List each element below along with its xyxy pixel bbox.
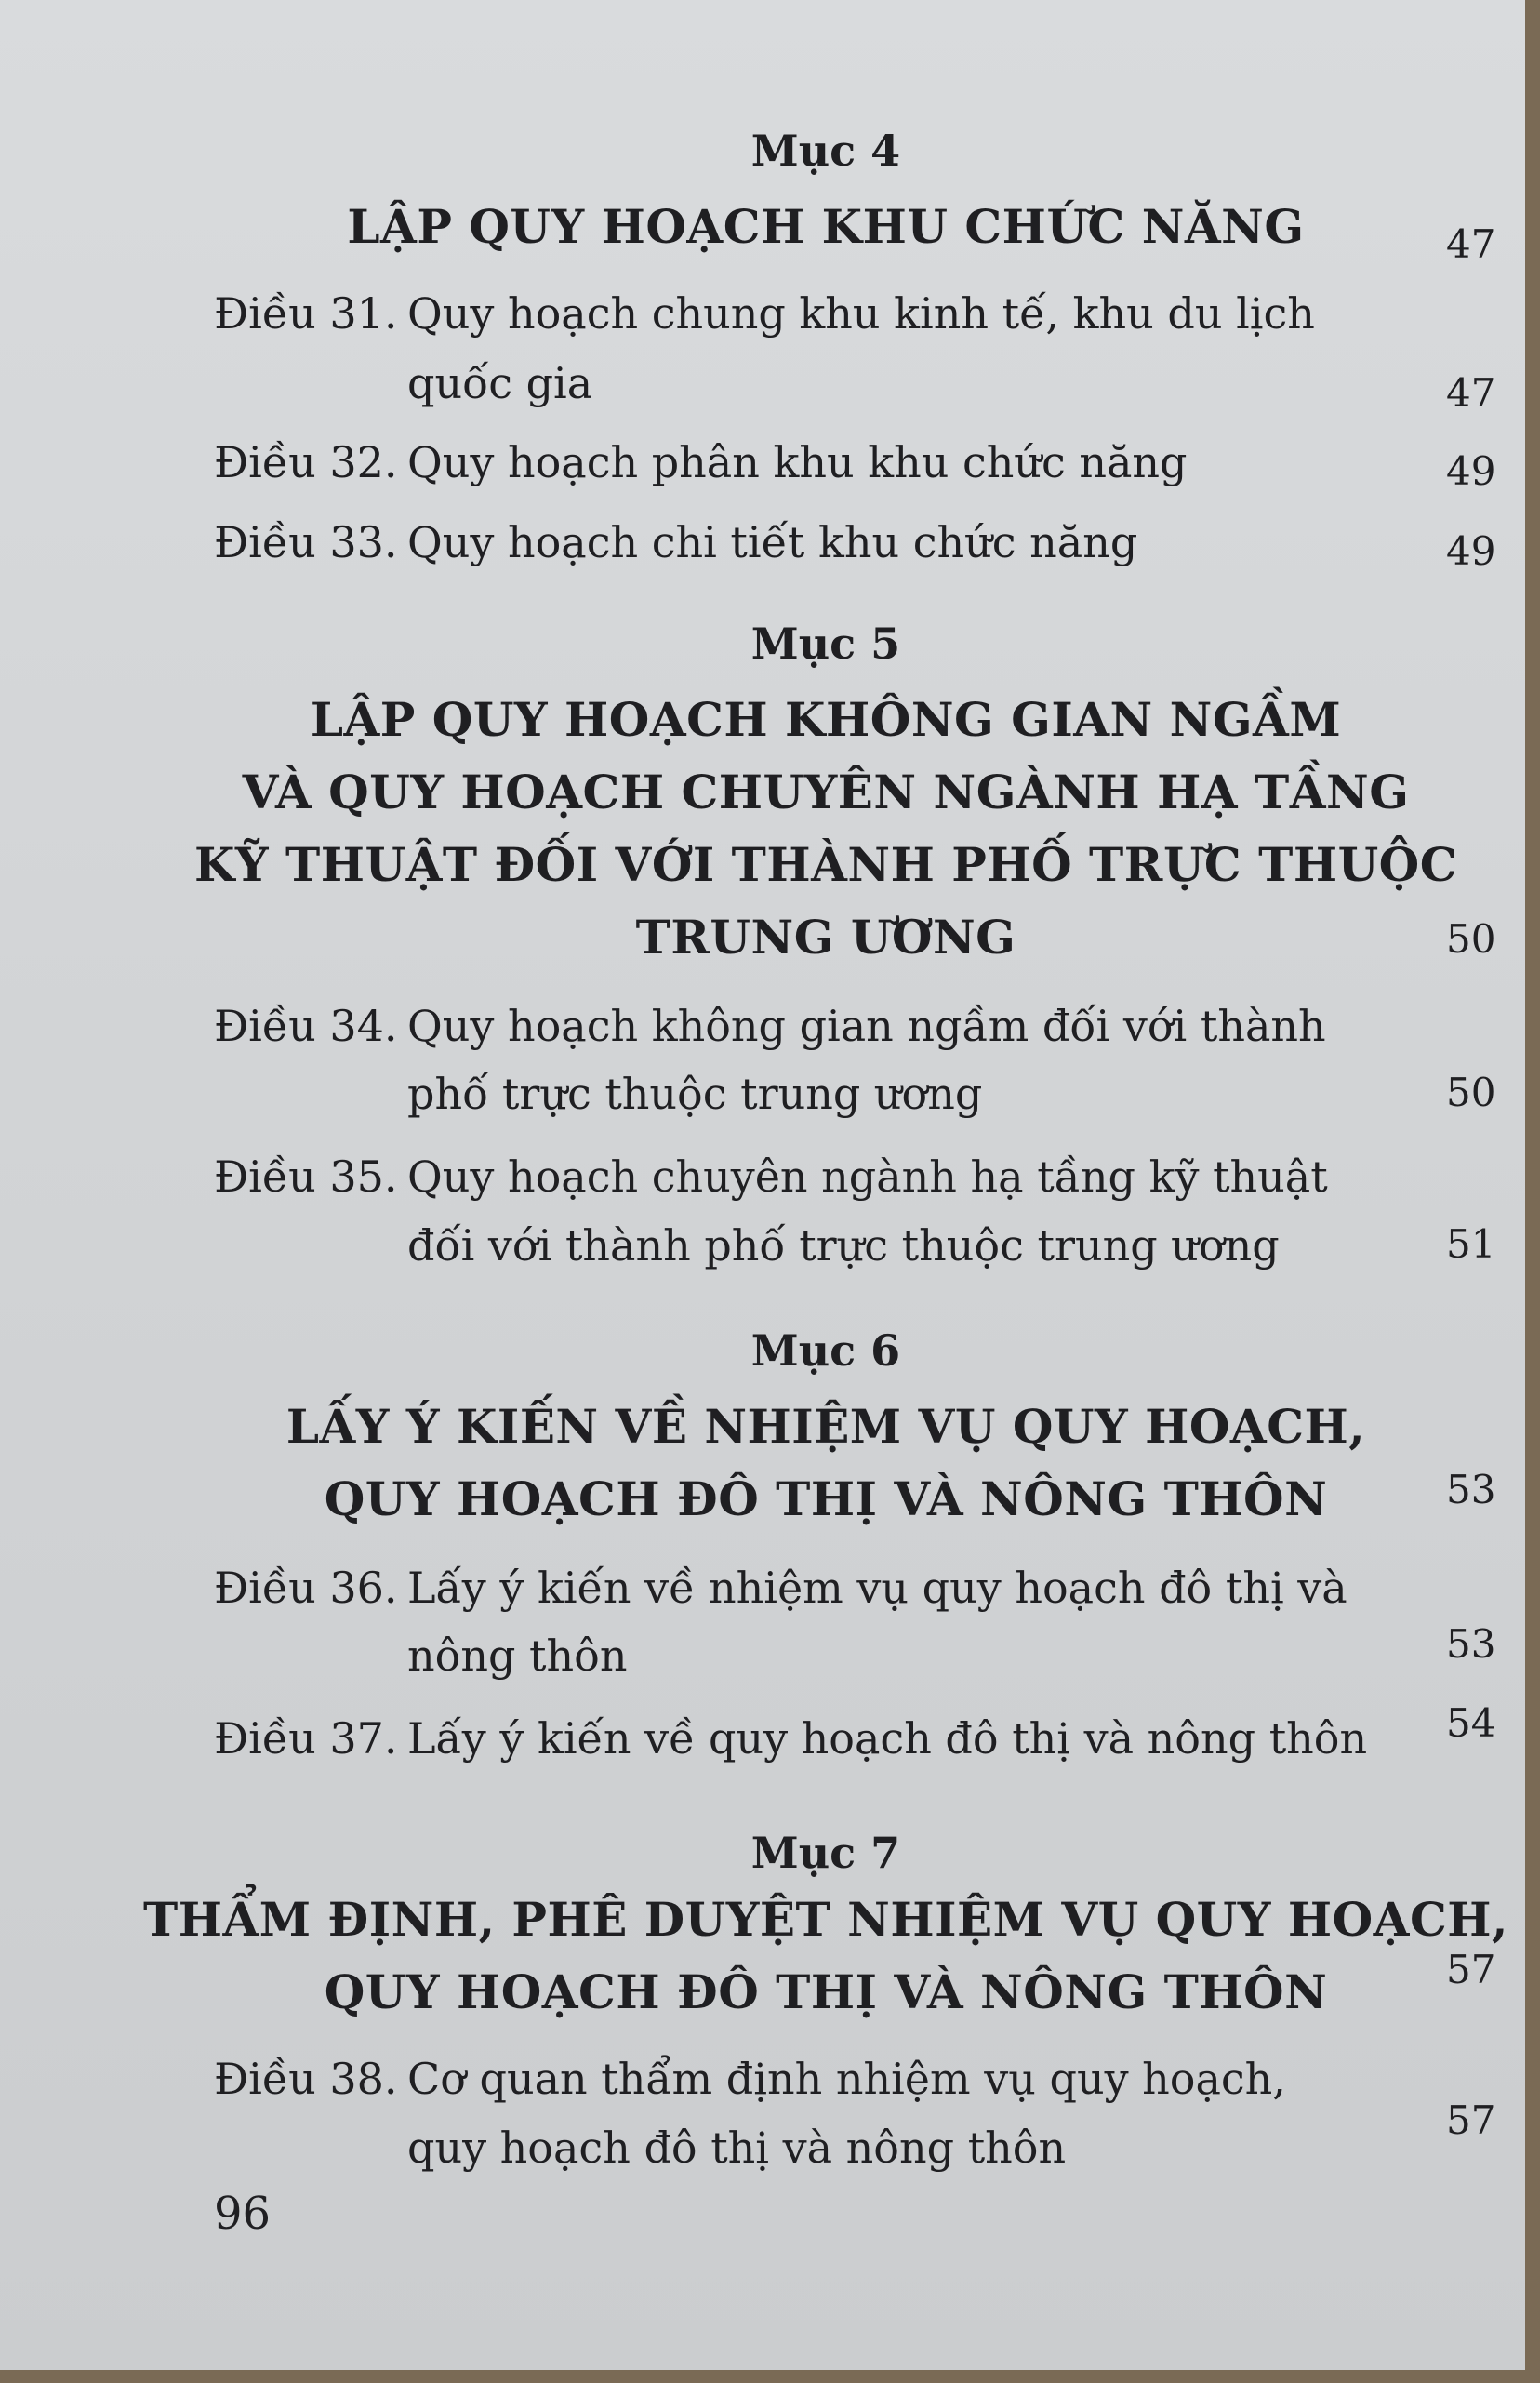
article-label: Điều 36. [214, 1563, 398, 1613]
section-title-line: LẬP QUY HOẠCH KHU CHỨC NĂNG [347, 199, 1305, 254]
article-title-line: phố trực thuộc trung ương [407, 1069, 983, 1119]
section-page-number: 47 [1446, 221, 1496, 267]
section-title-line: LẤY Ý KIẾN VỀ NHIỆM VỤ QUY HOẠCH, [285, 1399, 1366, 1454]
section-heading: Mục 5 [750, 619, 901, 669]
section-title-line: TRUNG ƯƠNG [635, 910, 1016, 965]
article-title-line: quy hoạch đô thị và nông thôn [407, 2123, 1067, 2173]
article-page-number: 51 [1446, 1221, 1496, 1267]
article-title-line: đối với thành phố trực thuộc trung ương [407, 1220, 1280, 1271]
section-muc-7 [0, 1828, 1525, 1878]
section-title-line: KỸ THUẬT ĐỐI VỚI THÀNH PHỐ TRỰC THUỘC [193, 837, 1458, 892]
article-label: Điều 35. [214, 1152, 398, 1202]
article-title-line: Quy hoạch chi tiết khu chức năng [407, 517, 1138, 567]
article-title-line: Lấy ý kiến về nhiệm vụ quy hoạch đô thị và [407, 1563, 1348, 1613]
article-label: Điều 38. [214, 2054, 398, 2104]
article-title-line: Lấy ý kiến về quy hoạch đô thị và nông thôn [407, 1713, 1368, 1764]
article-title-line: nông thôn [407, 1631, 628, 1681]
article-title-line: Cơ quan thẩm định nhiệm vụ quy hoạch, [407, 2054, 1286, 2104]
section-heading: Mục 7 [750, 1828, 901, 1878]
article-page-number: 54 [1446, 1700, 1496, 1746]
section-page-number: 57 [1446, 1947, 1496, 1992]
section-title-block [0, 684, 1525, 974]
section-title-line: LẬP QUY HOẠCH KHÔNG GIAN NGẦM [310, 692, 1342, 747]
article-label: Điều 33. [214, 517, 398, 567]
article-label: Điều 34. [214, 1001, 398, 1051]
article-label: Điều 37. [214, 1713, 398, 1764]
article-page-number: 47 [1446, 370, 1496, 416]
article-title-line: quốc gia [407, 358, 593, 408]
section-title-line: QUY HOẠCH ĐÔ THỊ VÀ NÔNG THÔN [324, 1964, 1328, 2019]
section-page-number: 50 [1446, 916, 1496, 962]
article-page-number: 50 [1446, 1070, 1496, 1115]
section-title-block [0, 1391, 1525, 1536]
page-number: 96 [214, 2188, 272, 2240]
article-label: Điều 31. [214, 288, 398, 339]
section-title-line: QUY HOẠCH ĐÔ THỊ VÀ NÔNG THÔN [324, 1471, 1328, 1526]
article-title-line: Quy hoạch chung khu kinh tế, khu du lịch [407, 288, 1315, 339]
section-title-block [0, 191, 1525, 263]
article-label: Điều 32. [214, 437, 398, 487]
article-page-number: 49 [1446, 528, 1496, 574]
article-title-line: Quy hoạch phân khu khu chức năng [407, 437, 1188, 487]
article-title-line: Quy hoạch không gian ngầm đối với thành [407, 1001, 1326, 1051]
article-title-line: Quy hoạch chuyên ngành hạ tầng kỹ thuật [407, 1152, 1328, 1202]
section-title-line: THẨM ĐỊNH, PHÊ DUYỆT NHIỆM VỤ QUY HOẠCH, [143, 1892, 1508, 1947]
article-page-number: 53 [1446, 1621, 1496, 1667]
section-heading: Mục 6 [750, 1325, 901, 1376]
section-page-number: 53 [1446, 1467, 1496, 1512]
section-heading: Mục 4 [750, 126, 901, 176]
section-muc-5 [0, 619, 1525, 669]
section-muc-4 [0, 126, 1525, 176]
article-page-number: 49 [1446, 448, 1496, 494]
section-title-line: VÀ QUY HOẠCH CHUYÊN NGÀNH HẠ TẦNG [242, 765, 1410, 819]
section-title-block [0, 1884, 1525, 2029]
section-muc-6 [0, 1325, 1525, 1376]
article-page-number: 57 [1446, 2097, 1496, 2143]
